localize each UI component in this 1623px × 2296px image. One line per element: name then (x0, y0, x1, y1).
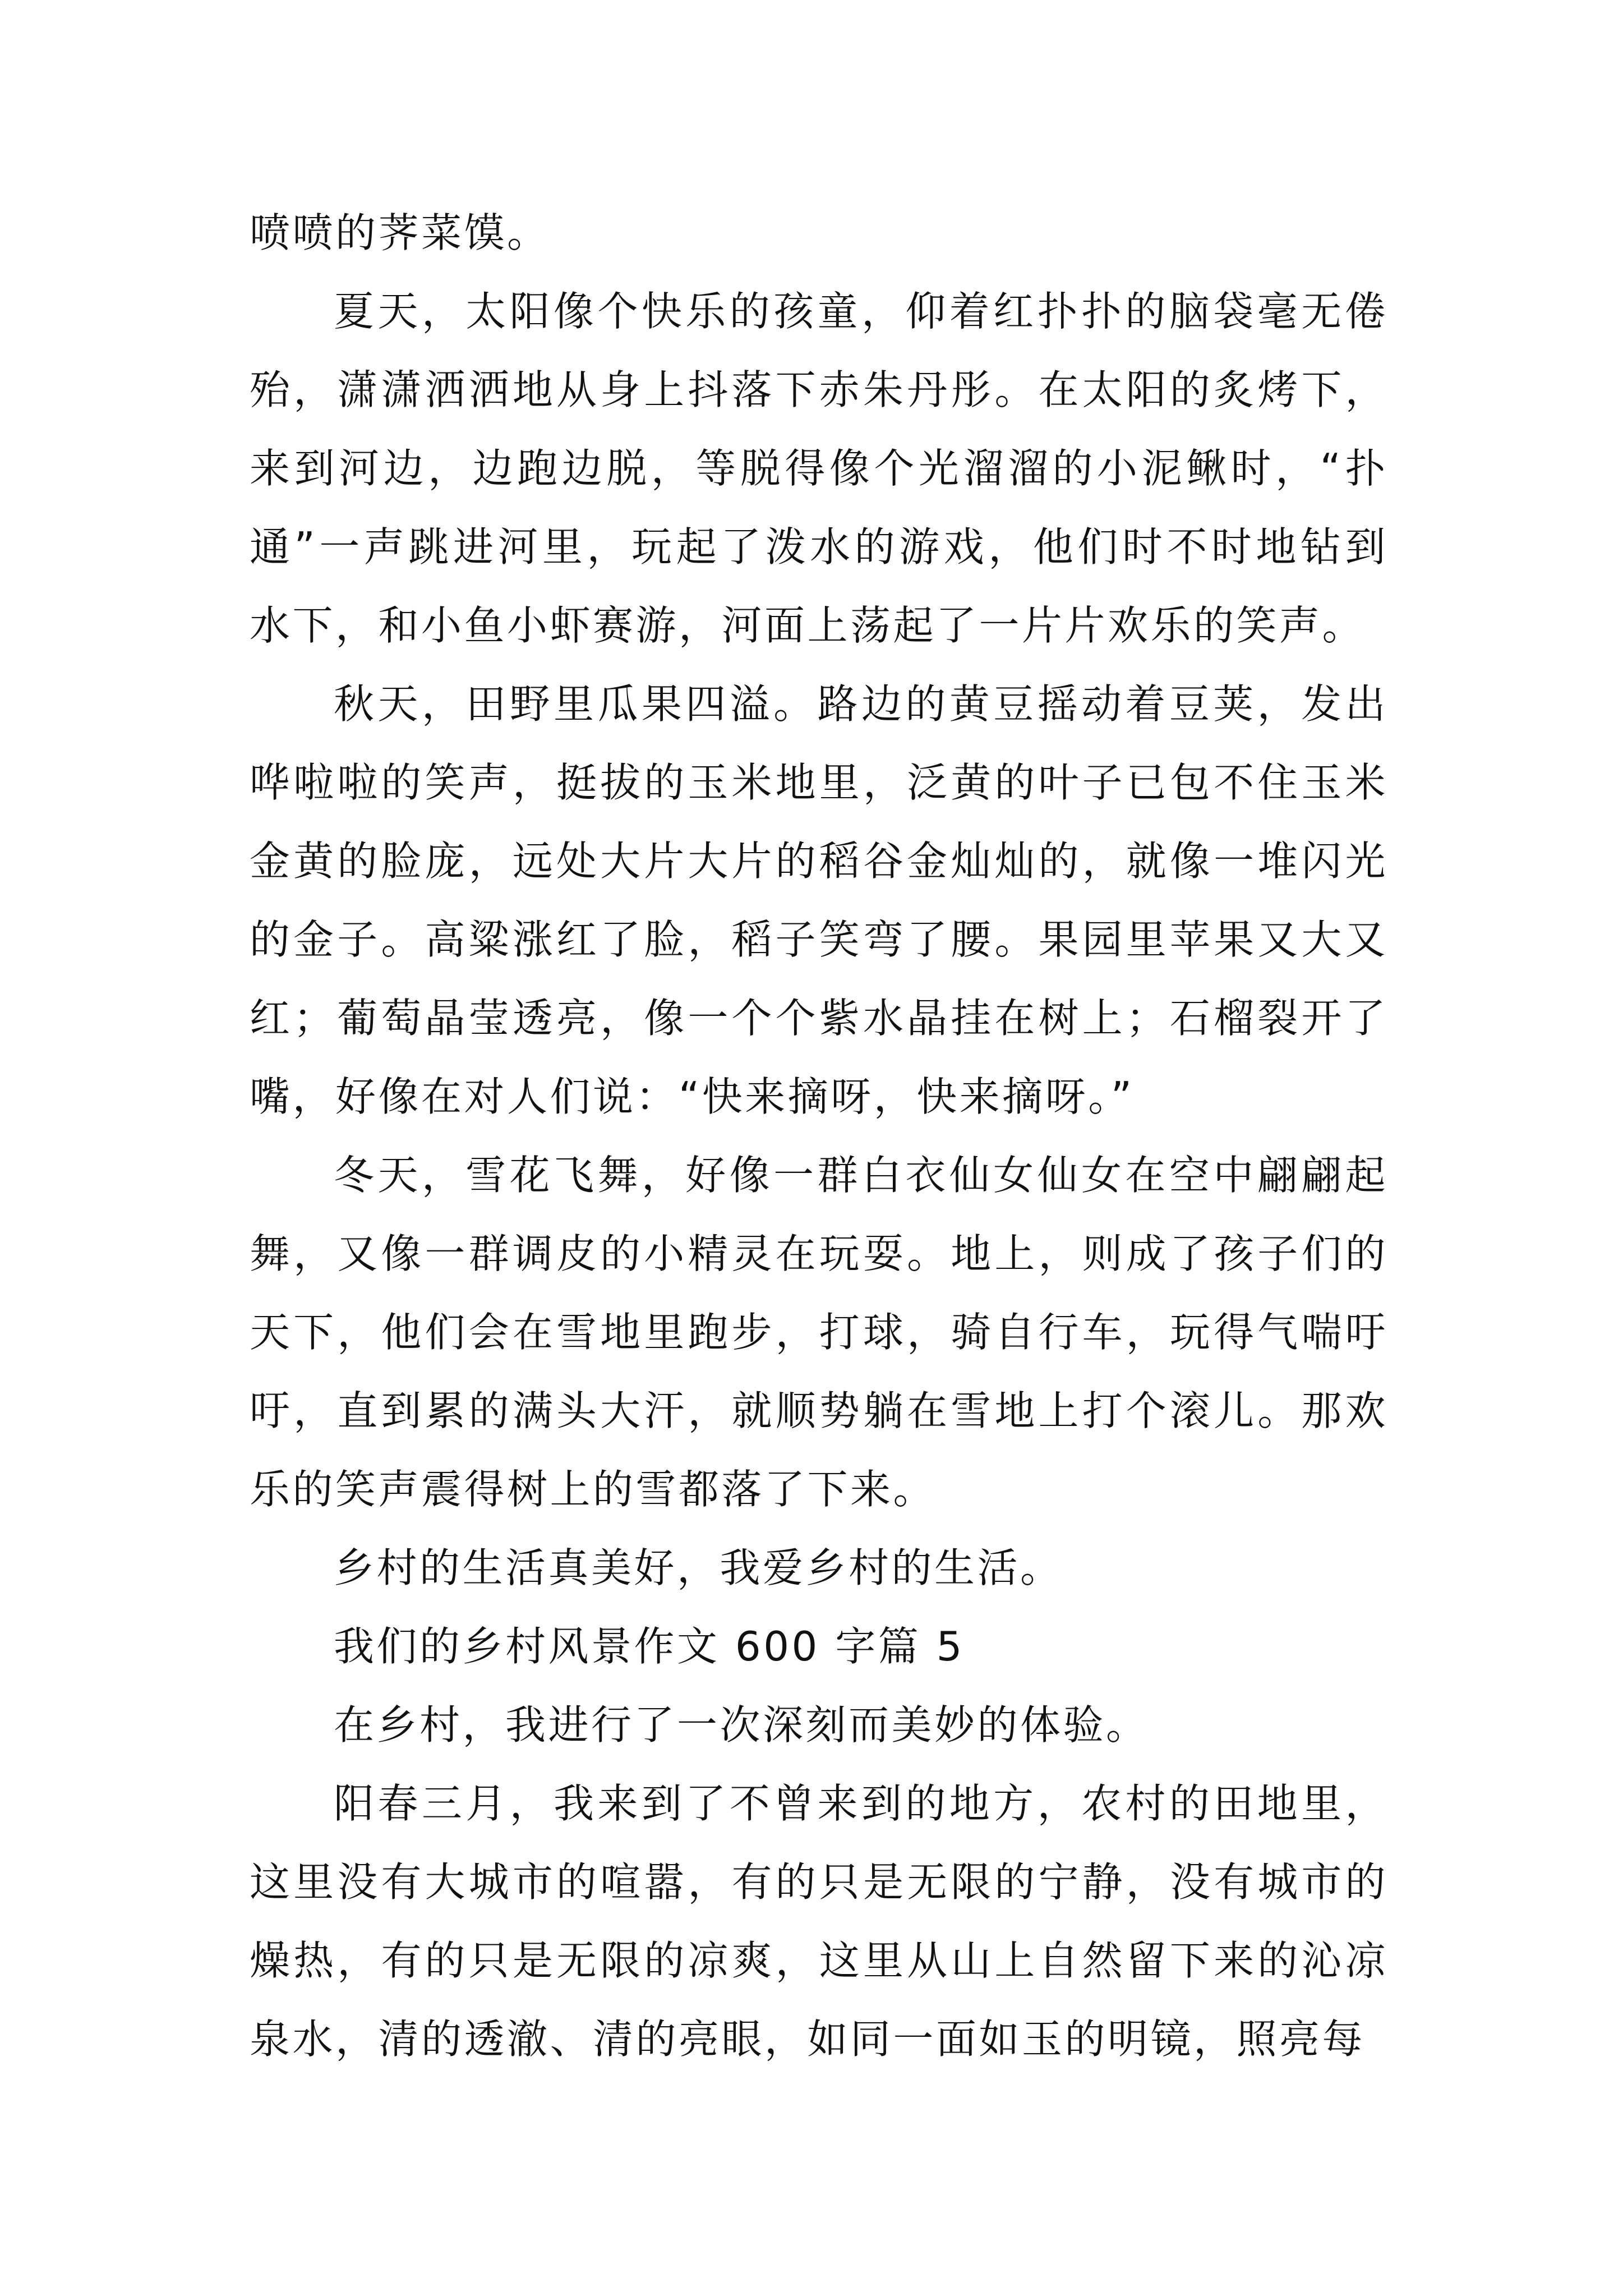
paragraph-autumn: 秋天，田野里瓜果四溢。路边的黄豆摇动着豆荚，发出哗啦啦的笑声，挺拔的玉米地里，泛黄的叶子已包不住玉米金黄的脸庞，远处大片大片的稻谷金灿灿的，就像一堆闪光的金子。高粱涨红了脸，稻子笑弯了腰。果园里苹果又大又红；葡萄晶莹透亮，像一个个紫水晶挂在树上；石榴裂开了嘴，好像在对人们说：“快来摘呀，快来摘呀。” (250, 680, 1388, 1120)
paragraph-spring: 阳春三月，我来到了不曾来到的地方，农村的田地里，这里没有大城市的喧嚣，有的只是无限的宁静，没有城市的燥热，有的只是无限的凉爽，这里从山上自然留下来的沁凉泉水，清的透澈、清的亮眼，如同一面如玉的明镜，照亮每 (250, 1780, 1388, 2063)
paragraph-summer: 夏天，太阳像个快乐的孩童，仰着红扑扑的脑袋毫无倦殆，潇潇洒洒地从身上抖落下赤朱丹彤。在太阳的炙烤下，来到河边，边跑边脱，等脱得像个光溜溜的小泥鳅时，“扑通”一声跳进河里，玩起了泼水的游戏，他们时不时地钻到水下，和小鱼小虾赛游，河面上荡起了一片片欢乐的笑声。 (250, 288, 1388, 649)
paragraph-winter: 冬天，雪花飞舞，好像一群白衣仙女仙女在空中翩翩起舞，又像一群调皮的小精灵在玩耍。地上，则成了孩子们的天下，他们会在雪地里跑步，打球，骑自行车，玩得气喘吁吁，直到累的满头大汗，就顺势躺在雪地上打个滚儿。那欢乐的笑声震得树上的雪都落了下来。 (250, 1152, 1388, 1513)
body-text (250, 194, 1388, 2078)
paragraph-continued: 喷喷的荠菜馍。 (250, 209, 550, 256)
paragraph-intro: 在乡村，我进行了一次深刻而美妙的体验。 (334, 1701, 1149, 1749)
essay-heading: 我们的乡村风景作文 600 字篇 5 (334, 1623, 965, 1670)
paragraph-conclusion: 乡村的生活真美好，我爱乡村的生活。 (334, 1544, 1063, 1591)
